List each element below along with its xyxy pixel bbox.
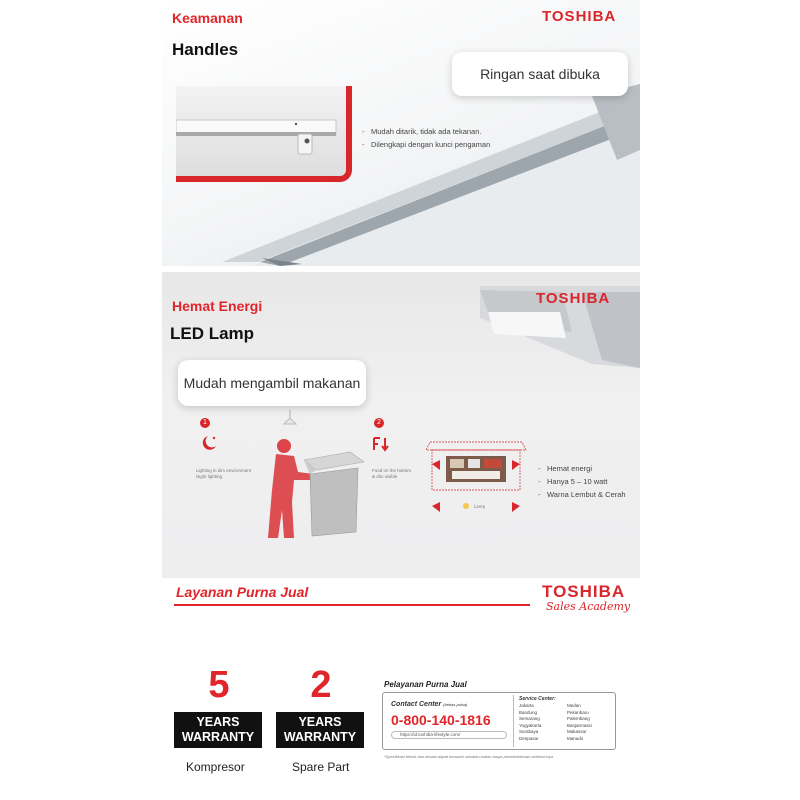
- section-title: Hemat Energi: [172, 298, 263, 314]
- bottom-arrow-icon: [372, 436, 392, 452]
- handle-photo: [176, 86, 352, 182]
- section-title: Layanan Purna Jual: [176, 584, 309, 600]
- caption-line: Night lighting: [196, 474, 223, 479]
- handle-icon: [176, 86, 346, 176]
- svg-text:Lamp: Lamp: [474, 504, 486, 509]
- contact-label-text: Contact Center: [391, 701, 442, 708]
- freezer-interior-diagram: [426, 436, 530, 520]
- list-item: Semarang: [519, 716, 540, 722]
- list-item: - Mudah ditarik, tidak ada tekanan.: [362, 125, 490, 138]
- feature-list: [538, 462, 626, 501]
- city-list: [519, 703, 541, 743]
- city-list: [567, 703, 592, 743]
- service-center-label: Service Center:: [519, 696, 556, 702]
- warranty-years: 2: [310, 664, 332, 706]
- feature-list: [362, 125, 490, 151]
- page-heading: Handles: [172, 40, 239, 59]
- callout-box: Ringan saat dibuka: [452, 52, 628, 96]
- brand-subtitle: Sales Academy: [546, 600, 631, 613]
- list-item: Medan: [567, 703, 581, 708]
- list-item: Makassar: [567, 729, 587, 735]
- website-field[interactable]: [391, 731, 507, 739]
- list-item: Palembang: [567, 716, 590, 722]
- list-item: Jakarta: [519, 703, 534, 708]
- badge-line: WARRANTY: [181, 730, 255, 744]
- phone-number[interactable]: 0-800-140-1816: [391, 712, 491, 728]
- moon-icon: [198, 434, 220, 452]
- list-item: Bandung: [519, 709, 538, 715]
- led-lamp-panel: [162, 272, 640, 578]
- section-underline: [174, 604, 530, 606]
- step2-caption: [372, 468, 432, 480]
- caption-line: Food on the bottom: [372, 468, 412, 473]
- list-item: - Dilengkapi dengan kunci pengaman: [362, 138, 490, 151]
- list-item: Manado: [567, 735, 584, 741]
- step-number-2: 2: [374, 418, 384, 428]
- toshiba-logo: TOSHIBA: [542, 8, 617, 25]
- person-freezer-illustration: [258, 410, 368, 540]
- list-item: Yogyakarta: [519, 722, 542, 728]
- callout-box: Mudah mengambil makanan: [178, 360, 366, 406]
- list-item: Denpasar: [519, 735, 539, 741]
- step-number-1: 1: [200, 418, 210, 428]
- contact-note: (bebas pulsa): [443, 702, 468, 707]
- section-title: Keamanan: [172, 10, 243, 26]
- toshiba-logo: TOSHIBA: [542, 582, 626, 601]
- list-item: - Hanya 5 – 10 watt: [538, 475, 626, 488]
- website-link[interactable]: https://id.toshiba-lifestyle.com/: [400, 732, 461, 737]
- badge-line: YEARS: [298, 715, 342, 729]
- warranty-caption: Spare Part: [292, 760, 350, 774]
- list-item: - Warna Lembut & Cerah: [538, 488, 626, 501]
- list-item: Banjarmasin: [567, 722, 593, 728]
- warranty-badge: [276, 712, 364, 748]
- caption-line: & dim visible: [372, 474, 398, 479]
- badge-line: YEARS: [196, 715, 240, 729]
- list-item: Surabaya: [519, 729, 539, 735]
- service-heading: Pelayanan Purna Jual: [384, 680, 467, 689]
- badge-line: WARRANTY: [283, 730, 357, 744]
- page-heading: LED Lamp: [170, 324, 255, 343]
- contact-box: [382, 692, 616, 750]
- caption-line: Lighting in dim environment: [196, 468, 252, 473]
- warranty-years: 5: [208, 664, 230, 706]
- service-panel: [162, 578, 640, 800]
- list-item: Pekanbaru: [567, 709, 589, 715]
- contact-label: [391, 701, 467, 708]
- divider: [513, 695, 514, 747]
- list-item: - Hemat energi: [538, 462, 626, 475]
- warranty-badge: [174, 712, 262, 748]
- footnote: *Spesifikasi teknis dan desain dapat berubah sewaktu-waktu tanpa pemberitahuan sebelumnya: [384, 754, 553, 759]
- handles-panel: [162, 0, 640, 266]
- toshiba-logo: TOSHIBA: [536, 290, 611, 307]
- warranty-caption: Kompresor: [186, 760, 245, 774]
